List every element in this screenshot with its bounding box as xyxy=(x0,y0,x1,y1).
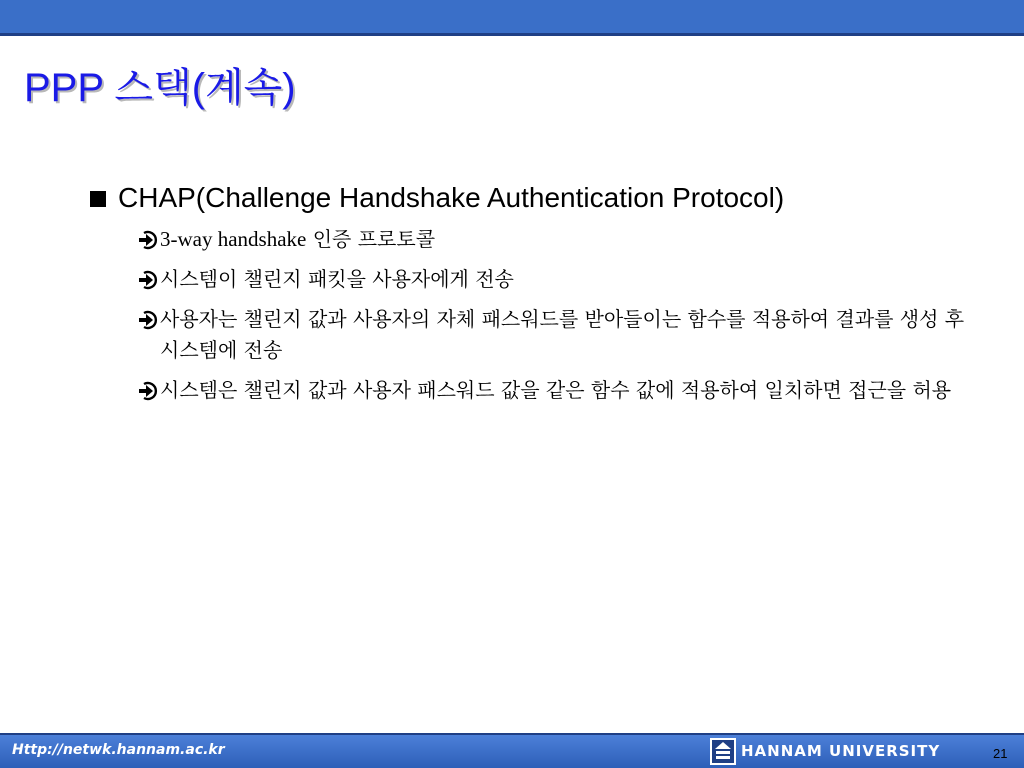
footer-university: HANNAM UNIVERSITY xyxy=(741,742,941,760)
circled-arrow-icon xyxy=(134,309,160,331)
sub-bullet xyxy=(134,264,978,295)
header-rule xyxy=(0,33,1024,36)
main-bullet-text: CHAP(Challenge Handshake Authentication Protocol) xyxy=(118,182,785,213)
slide-title: PPP 스택(계속) xyxy=(24,66,296,110)
sub-bullet-text: 인증 프로토콜 xyxy=(306,227,436,251)
sub-bullet xyxy=(134,375,978,406)
sub-bullet-list xyxy=(134,224,978,406)
slide-content xyxy=(88,180,978,415)
sub-bullet-text: 사용자는 챌린지 값과 사용자의 자체 패스워드를 받아들이는 함수를 적용하여 결과를 생성 후 시스템에 전송 xyxy=(160,307,965,362)
sub-bullet-prefix: 3-way handshake xyxy=(160,227,307,251)
header-band xyxy=(0,0,1024,33)
sub-bullet-text: 시스템은 챌린지 값과 사용자 패스워드 값을 같은 함수 값에 적용하여 일치하면 접근을 허용 xyxy=(160,378,952,402)
page-number: 21 xyxy=(993,746,1008,761)
black-square-icon xyxy=(90,191,106,207)
circled-arrow-icon xyxy=(134,380,160,402)
circled-arrow-icon xyxy=(134,229,160,251)
main-bullet xyxy=(88,180,978,216)
sub-bullet xyxy=(134,304,978,366)
hannam-logo-icon xyxy=(710,738,736,765)
circled-arrow-icon xyxy=(134,269,160,291)
sub-bullet-text: 시스템이 챌린지 패킷을 사용자에게 전송 xyxy=(160,267,514,291)
sub-bullet xyxy=(134,224,978,255)
footer-url[interactable]: Http://netwk.hannam.ac.kr xyxy=(12,742,225,758)
